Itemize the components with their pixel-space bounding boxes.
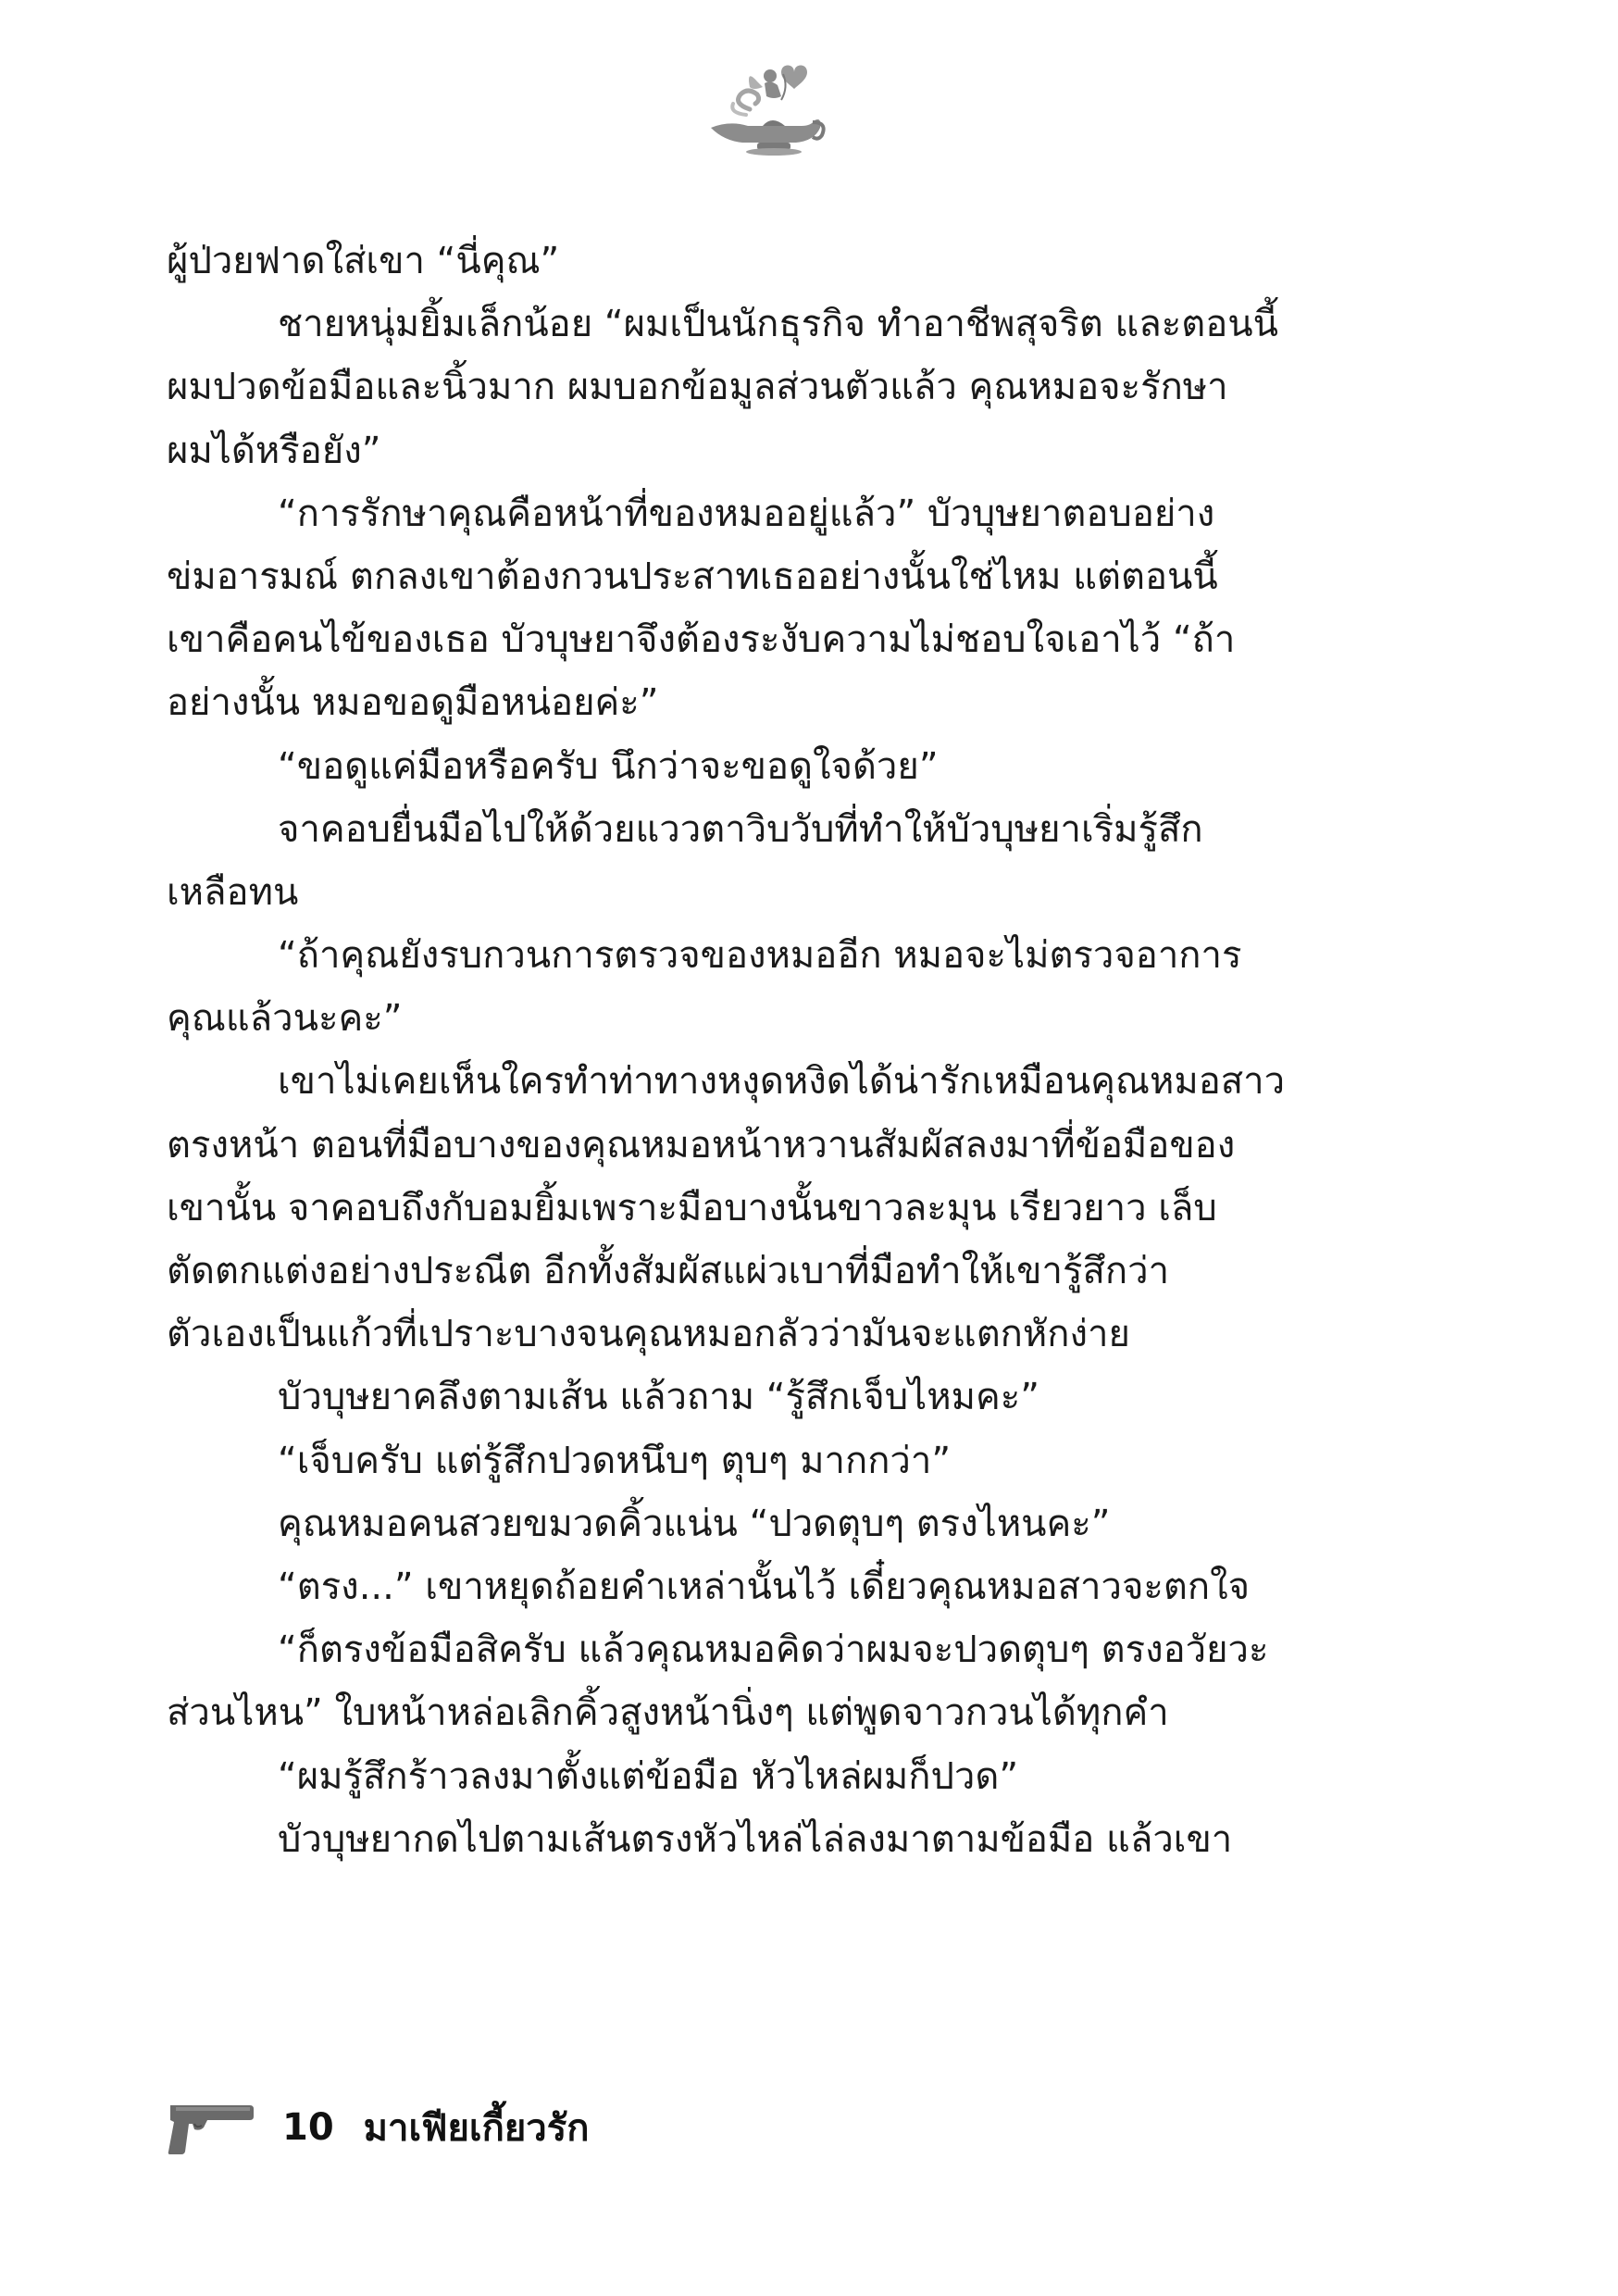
text-line: เหลือทน <box>167 870 299 914</box>
text-line: “การรักษาคุณคือหน้าที่ของหมออยู่แล้ว” บัวบุษยาตอบอย่าง <box>278 492 1215 535</box>
text-line: “ก็ตรงข้อมือสิครับ แล้วคุณหมอคิดว่าผมจะปวดตุบๆ ตรงอวัยวะ <box>278 1628 1269 1672</box>
text-line: คุณหมอคนสวยขมวดคิ้วแน่น “ปวดตุบๆ ตรงไหนคะ” <box>278 1502 1111 1545</box>
text-line: บัวบุษยากดไปตามเส้นตรงหัวไหล่ไล่ลงมาตามข้อมือ แล้วเขา <box>278 1817 1233 1861</box>
text-line: ผมได้หรือยัง” <box>167 429 381 472</box>
page-body <box>167 230 1361 1871</box>
text-line: “ถ้าคุณยังรบกวนการตรวจของหมออีก หมอจะไม่ตรวจอาการ <box>278 934 1242 978</box>
book-title: มาเฟียเกี้ยวรัก <box>363 2107 590 2150</box>
text-line: เขาไม่เคยเห็นใครทำท่าทางหงุดหงิดได้น่ารักเหมือนคุณหมอสาว <box>278 1060 1286 1104</box>
text-line: เขาคือคนไข้ของเธอ บัวบุษยาจึงต้องระงับความไม่ชอบใจเอาไว้ “ถ้า <box>167 618 1236 662</box>
magic-lamp-cupid-icon <box>692 56 831 157</box>
text-line: ส่วนไหน” ใบหน้าหล่อเลิกคิ้วสูงหน้านิ่งๆ แต่พูดจาวกวนได้ทุกคำ <box>167 1691 1169 1735</box>
text-line: บัวบุษยาคลึงตามเส้น แล้วถาม “รู้สึกเจ็บไหมคะ” <box>278 1376 1039 1419</box>
page-footer <box>167 2090 589 2165</box>
text-line: ผมปวดข้อมือและนิ้วมาก ผมบอกข้อมูลส่วนตัวแล้ว คุณหมอจะรักษา <box>167 366 1228 409</box>
text-line: ชายหนุ่มยิ้มเล็กน้อย “ผมเป็นนักธุรกิจ ทำอาชีพสุจริต และตอนนี้ <box>278 303 1278 346</box>
text-line: ตัดตกแต่งอย่างประณีต อีกทั้งสัมผัสแผ่วเบาที่มือทำให้เขารู้สึกว่า <box>167 1250 1170 1292</box>
text-line: “เจ็บครับ แต่รู้สึกปวดหนึบๆ ตุบๆ มากกว่า” <box>278 1439 952 1482</box>
text-line: “ขอดูแค่มือหรือครับ นึกว่าจะขอดูใจด้วย” <box>278 744 939 788</box>
text-line: ตรงหน้า ตอนที่มือบางของคุณหมอหน้าหวานสัมผัสลงมาที่ข้อมือของ <box>167 1123 1236 1167</box>
text-line: “ผมรู้สึกร้าวลงมาตั้งแต่ข้อมือ หัวไหล่ผมก็ปวด” <box>278 1754 1019 1798</box>
text-line: ข่มอารมณ์ ตกลงเขาต้องกวนประสาทเธออย่างนั้นใช่ไหม แต่ตอนนี้ <box>167 555 1218 598</box>
text-line: อย่างนั้น หมอขอดูมือหน่อยค่ะ” <box>167 681 659 725</box>
text-line: จาคอบยื่นมือไปให้ด้วยแววตาวิบวับที่ทำให้บัวบุษยาเริ่มรู้สึก <box>278 807 1203 851</box>
text-line: คุณแล้วนะคะ” <box>167 997 403 1041</box>
pistol-icon <box>167 2100 255 2155</box>
text-line: “ตรง...” เขาหยุดถ้อยคำเหล่านั้นไว้ เดี๋ยวคุณหมอสาวจะตกใจ <box>278 1565 1251 1608</box>
text-line: เขานั้น จาคอบถึงกับอมยิ้มเพราะมือบางนั้นขาวละมุน เรียวยาว เล็บ <box>167 1186 1217 1229</box>
page-number: 10 <box>282 2106 334 2149</box>
text-line: ตัวเองเป็นแก้วที่เปราะบางจนคุณหมอกลัวว่ามันจะแตกหักง่าย <box>167 1313 1130 1356</box>
text-line: ผู้ป่วยฟาดใส่เขา “นี่คุณ” <box>167 240 560 282</box>
